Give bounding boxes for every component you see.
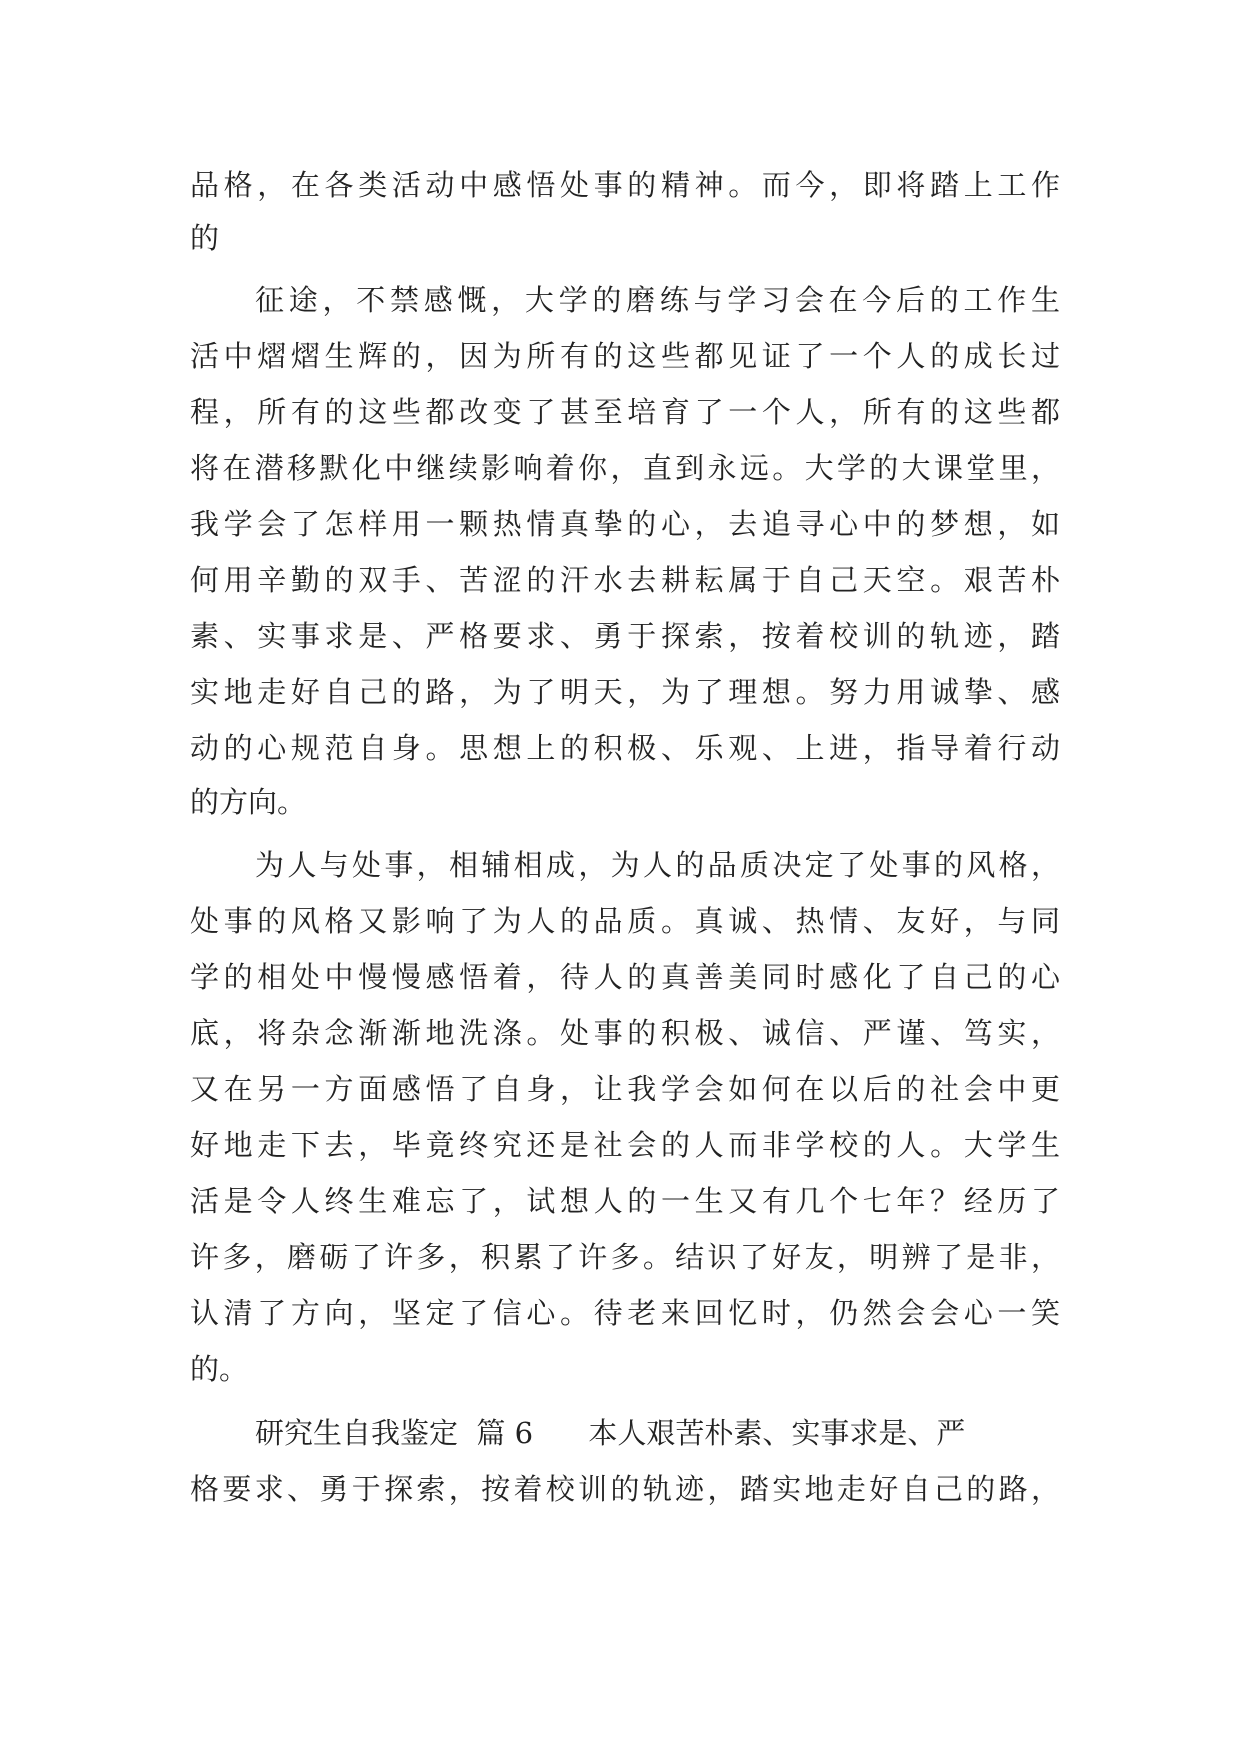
text-line: 又在另一方面感悟了自身，让我学会如何在以后的社会中更 (190, 1072, 1060, 1106)
text-line: 活是令人终生难忘了，试想人的一生又有几个七年？经历了 (190, 1184, 1060, 1218)
text-line: 动的心规范自身。思想上的积极、乐观、上进，指导着行动 (190, 731, 1060, 765)
text-line: 品格，在各类活动中感悟处事的精神。而今，即将踏上工作 (190, 168, 1060, 202)
text-line: 许多，磨砺了许多，积累了许多。结识了好友，明辨了是非， (190, 1240, 1060, 1274)
text-line: 的方向。 (190, 785, 307, 819)
section-heading-line: 研究生自我鉴定 篇 6 本人艰苦朴素、实事求是、严 (255, 1416, 966, 1450)
paragraph-first-line: 为人与处事，相辅相成，为人的品质决定了处事的风格， (255, 848, 1060, 882)
text-line: 学的相处中慢慢感悟着，待人的真善美同时感化了自己的心 (190, 960, 1060, 994)
text-line: 认清了方向，坚定了信心。待老来回忆时，仍然会会心一笑 (190, 1296, 1060, 1330)
text-line: 实地走好自己的路，为了明天，为了理想。努力用诚挚、感 (190, 675, 1060, 709)
paragraph-first-line: 征途，不禁感慨，大学的磨练与学习会在今后的工作生 (255, 283, 1060, 317)
text-line: 的。 (190, 1352, 249, 1386)
text-line: 活中熠熠生辉的，因为所有的这些都见证了一个人的成长过 (190, 339, 1060, 373)
text-line: 格要求、勇于探索，按着校训的轨迹，踏实地走好自己的路， (190, 1472, 1060, 1506)
text-line: 底，将杂念渐渐地洗涤。处事的积极、诚信、严谨、笃实， (190, 1016, 1060, 1050)
text-line: 的 (190, 221, 220, 255)
text-line: 好地走下去，毕竟终究还是社会的人而非学校的人。大学生 (190, 1128, 1060, 1162)
text-line: 素、实事求是、严格要求、勇于探索，按着校训的轨迹，踏 (190, 619, 1060, 653)
text-line: 将在潜移默化中继续影响着你，直到永远。大学的大课堂里， (190, 451, 1060, 485)
text-line: 我学会了怎样用一颗热情真挚的心，去追寻心中的梦想，如 (190, 507, 1060, 541)
text-line: 程，所有的这些都改变了甚至培育了一个人，所有的这些都 (190, 395, 1060, 429)
text-line: 处事的风格又影响了为人的品质。真诚、热情、友好，与同 (190, 904, 1060, 938)
text-line: 何用辛勤的双手、苦涩的汗水去耕耘属于自己天空。艰苦朴 (190, 563, 1060, 597)
